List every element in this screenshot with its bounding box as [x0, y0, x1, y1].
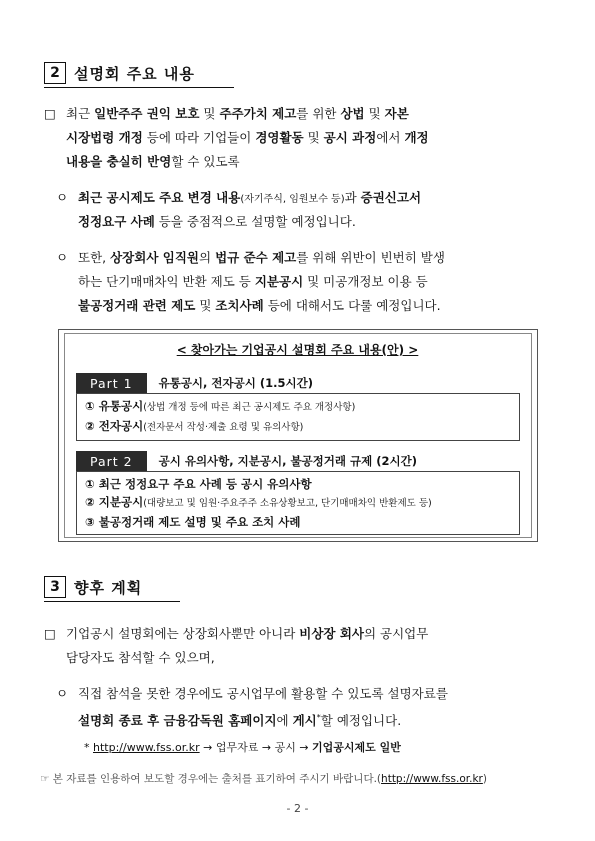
text-line [66, 626, 428, 642]
text-run: 지분공시 [254, 274, 304, 289]
paragraph-marker [56, 686, 76, 702]
part-body [76, 393, 520, 441]
text-run: 담당자도 참석할 수 있으며, [66, 650, 215, 665]
text-run: 주주가치 제고 [219, 106, 297, 121]
text-run: 일반주주 권익 보호 [94, 106, 200, 121]
text-run: 에 [276, 713, 293, 729]
text-run: 또한, [78, 250, 111, 265]
part-body [76, 471, 520, 535]
circle-bullet: ㅇ [56, 686, 69, 701]
text-run: 공시 과정 [323, 130, 377, 145]
text-run: 게시 [292, 713, 317, 729]
paragraph-marker [56, 250, 76, 266]
part-item [85, 513, 511, 531]
text-run: (전자문서 작성·제출 요령 및 유의사항) [143, 422, 304, 433]
text-line [66, 154, 240, 170]
text-run: 법규 준수 제고 [215, 250, 297, 265]
text-line [78, 710, 401, 729]
circle-bullet: ㅇ [56, 190, 69, 205]
part-item [85, 475, 511, 493]
section-header-2 [44, 58, 213, 84]
text-line [66, 130, 429, 146]
text-line [78, 686, 448, 702]
text-run: 등에 따라 기업들이 [142, 130, 256, 145]
text-run: 정정요구 사례 [78, 214, 155, 229]
text-run: ③ 불공정거래 제도 설명 및 주요 조치 사례 [85, 515, 301, 529]
section-number: 2 [44, 62, 66, 84]
fss-link[interactable]: http://www.fss.or.kr [93, 741, 200, 754]
text-line [78, 298, 441, 314]
text-run: 및 [364, 106, 385, 121]
text-run: 내용을 충실히 반영 [66, 154, 172, 169]
text-run: ① 유통공시 [85, 399, 144, 413]
paragraph-marker [44, 106, 64, 122]
section-title: 향후 계획 [74, 579, 143, 597]
text-run: (자기주식, 임원보수 등) [240, 194, 345, 205]
text-run: 등을 중점적으로 설명할 예정입니다. [154, 214, 356, 229]
text-run: 비상장 회사 [299, 626, 364, 641]
text-run: 할 예정입니다. [320, 713, 402, 729]
text-line [78, 250, 445, 266]
section-underline [44, 87, 234, 89]
text-run: 할 수 있도록 [171, 154, 240, 169]
text-line [78, 190, 421, 208]
text-run: 하는 단기매매차익 반환 제도 등 [78, 274, 255, 289]
text-run: 불공정거래 관련 제도 [78, 298, 196, 313]
section-number: 3 [44, 576, 66, 598]
text-run: ② 전자공시 [85, 419, 144, 433]
text-run: 상법 [340, 106, 365, 121]
text-run: (상법 개정 등에 따른 최근 공시제도 주요 개정사항) [143, 402, 356, 413]
text-run: 기업공시 설명회에는 상장회사뿐만 아니라 [66, 626, 300, 641]
text-run: 에서 [376, 130, 405, 145]
text-run: 과 [344, 190, 361, 205]
text-run: (대량보고 및 임원·주요주주 소유상황보고, 단기매매차익 반환제도 등) [143, 498, 432, 509]
text-run: 직접 참석을 못한 경우에도 공시업무에 활용할 수 있도록 설명자료를 [78, 686, 448, 701]
text-run: ① 최근 정정요구 주요 사례 등 공시 유의사항 [85, 477, 312, 491]
text-line [78, 214, 356, 230]
part-title: 공시 유의사항, 지분공시, 불공정거래 규제 (2시간) [158, 454, 417, 468]
text-run: 최근 공시제도 주요 변경 내용 [78, 190, 241, 205]
text-run: 및 [303, 130, 324, 145]
part-tag: Part 1 [76, 373, 147, 393]
source-note: ☞ 본 자료를 인용하여 보도할 경우에는 출처를 표기하여 주시기 바랍니다.(http://www.fss.or.kr) [40, 773, 487, 785]
text-run: 자본 [384, 106, 409, 121]
footnote: * http://www.fss.or.kr → 업무자료 → 공시 → 기업공시제도 일반 [84, 741, 401, 754]
section-title: 설명회 주요 내용 [74, 65, 195, 83]
text-run: 경영활동 [255, 130, 304, 145]
text-run: 의 공시업무 [363, 626, 429, 641]
square-bullet: □ [44, 626, 56, 641]
paragraph-marker [44, 626, 64, 642]
part-item [85, 397, 511, 417]
circle-bullet: ㅇ [56, 250, 69, 265]
text-run: 의 [199, 250, 216, 265]
summary-box-title: < 찾아가는 기업공시 설명회 주요 내용(안) > [176, 343, 419, 357]
text-run: 상장회사 임직원 [110, 250, 199, 265]
text-line [66, 106, 409, 122]
page-number: - 2 - [286, 802, 309, 815]
text-run: 조치사례 [215, 298, 264, 313]
part-tag: Part 2 [76, 451, 147, 471]
section-header-3 [44, 572, 160, 598]
part-item [85, 493, 511, 513]
text-run: 를 위한 [296, 106, 341, 121]
section-underline [44, 601, 180, 603]
text-line [78, 274, 428, 290]
text-run: 및 [199, 106, 220, 121]
text-run: * [316, 713, 321, 722]
part-item [85, 417, 511, 437]
text-run: 및 미공개정보 이용 등 [303, 274, 428, 289]
text-run: 시장법령 개정 [66, 130, 143, 145]
part-title: 유통공시, 전자공시 (1.5시간) [158, 376, 313, 390]
text-run: 등에 대해서도 다룰 예정입니다. [263, 298, 441, 313]
text-run: ② 지분공시 [85, 495, 144, 509]
text-run: 설명회 종료 후 금융감독원 홈페이지 [78, 713, 277, 729]
text-run: 증권신고서 [360, 190, 422, 205]
square-bullet: □ [44, 106, 56, 121]
text-run: 최근 [66, 106, 95, 121]
text-run: 를 위해 위반이 빈번히 발생 [296, 250, 445, 265]
source-link[interactable]: http://www.fss.or.kr [381, 773, 483, 785]
text-line [66, 650, 215, 666]
text-run: 및 [195, 298, 216, 313]
part-2 [76, 451, 520, 535]
paragraph-marker [56, 190, 76, 206]
text-run: 개정 [404, 130, 429, 145]
part-1 [76, 373, 520, 441]
